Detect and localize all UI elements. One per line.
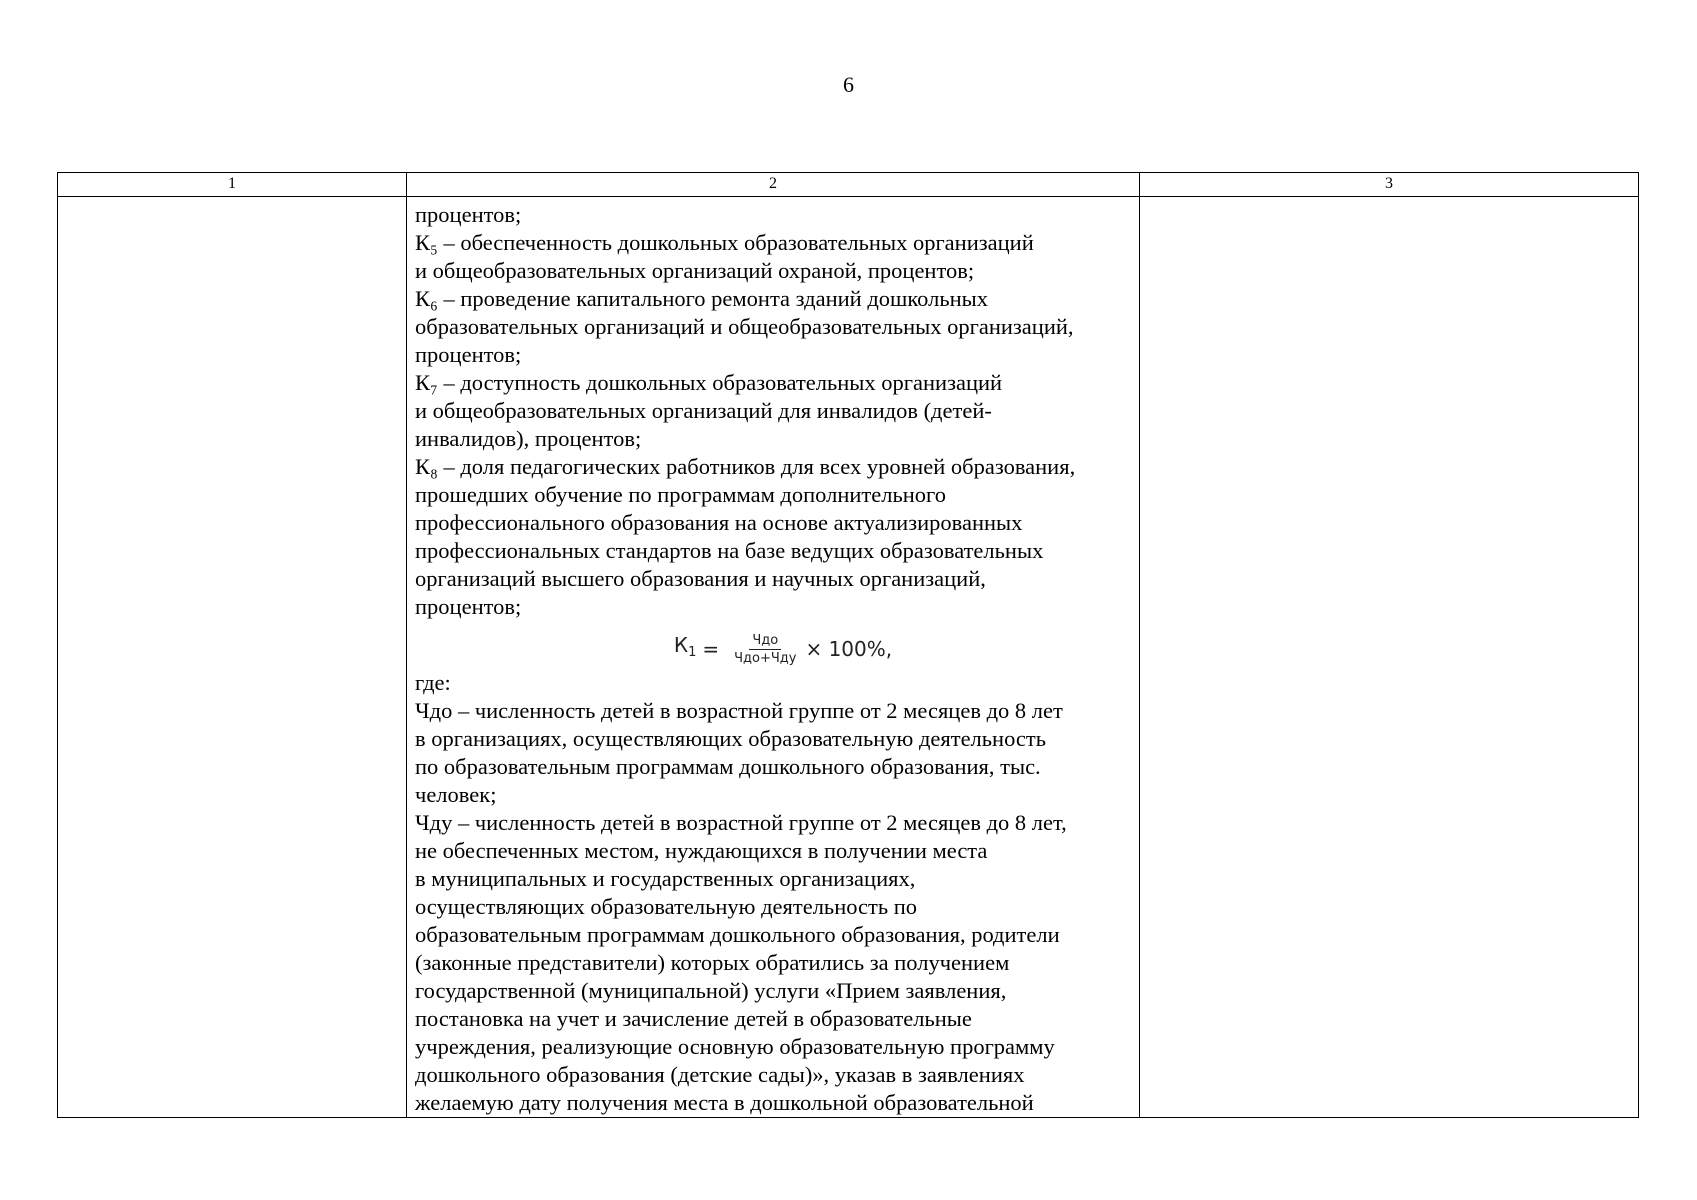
formula-row xyxy=(415,621,1131,669)
text-line: образовательным программам дошкольного образования, родители xyxy=(415,922,1060,947)
text-block-bottom xyxy=(415,669,1131,1117)
text-line: К₆ – проведение капитального ремонта зданий дошкольных xyxy=(415,286,988,311)
text-line: профессионального образования на основе актуализированных xyxy=(415,510,1023,535)
text-line: желаемую дату получения места в дошкольной образовательной xyxy=(415,1090,1034,1115)
formula-k1 xyxy=(674,621,892,677)
text-line: где: xyxy=(415,670,451,695)
text-line: процентов; xyxy=(415,594,522,619)
text-line: (законные представители) которых обратились за получением xyxy=(415,950,1010,975)
text-line: К₇ – доступность дошкольных образовательных организаций xyxy=(415,370,1003,395)
text-line: государственной (муниципальной) услуги «Прием заявления, xyxy=(415,978,1007,1003)
formula-lhs-subscript: 1 xyxy=(688,645,697,660)
table-header-row xyxy=(58,173,1639,197)
formula-lhs-symbol: К xyxy=(673,633,689,657)
indicator-description xyxy=(407,197,1139,1117)
formula-rhs: × 100%, xyxy=(805,637,893,661)
text-line: профессиональных стандартов на базе ведущих образовательных xyxy=(415,538,1044,563)
text-line: постановка на учет и зачисление детей в образовательные xyxy=(415,1006,972,1031)
text-line: учреждения, реализующие основную образовательную программу xyxy=(415,1034,1055,1059)
formula-numerator: Чдо xyxy=(749,632,781,650)
text-line: Чдо – численность детей в возрастной группе от 2 месяцев до 8 лет xyxy=(415,698,1063,723)
formula-fraction xyxy=(731,632,799,667)
text-line: процентов; xyxy=(415,202,522,227)
text-line: и общеобразовательных организаций для инвалидов (детей- xyxy=(415,398,992,423)
cell-column-2 xyxy=(407,197,1140,1118)
text-line: в организациях, осуществляющих образовательную деятельность xyxy=(415,726,1046,751)
table-row xyxy=(58,197,1639,1118)
text-line: прошедших обучение по программам дополнительного xyxy=(415,482,946,507)
text-line: К₅ – обеспеченность дошкольных образовательных организаций xyxy=(415,230,1034,255)
text-line: в муниципальных и государственных организациях, xyxy=(415,866,916,891)
text-line: дошкольного образования (детские сады)», указав в заявлениях xyxy=(415,1062,1025,1087)
document-table xyxy=(57,172,1639,1118)
text-block-top xyxy=(415,201,1131,621)
text-line: инвалидов), процентов; xyxy=(415,426,642,451)
text-line: по образовательным программам дошкольного образования, тыс. xyxy=(415,754,1041,779)
formula-denominator: Чдо+Чду xyxy=(734,650,797,666)
text-line: и общеобразовательных организаций охраной, процентов; xyxy=(415,258,975,283)
text-line: образовательных организаций и общеобразовательных организаций, xyxy=(415,314,1074,339)
formula-lhs xyxy=(674,621,696,677)
text-line: Чду – численность детей в возрастной группе от 2 месяцев до 8 лет, xyxy=(415,810,1067,835)
text-line: не обеспеченных местом, нуждающихся в получении места xyxy=(415,838,988,863)
cell-column-3 xyxy=(1140,197,1639,1118)
text-line: человек; xyxy=(415,782,497,807)
text-line: К₈ – доля педагогических работников для всех уровней образования, xyxy=(415,454,1076,479)
column-header-2: 2 xyxy=(407,173,1140,197)
text-line: процентов; xyxy=(415,342,522,367)
cell-column-1 xyxy=(58,197,407,1118)
column-header-1: 1 xyxy=(58,173,407,197)
page-number: 6 xyxy=(843,72,854,97)
text-line: организаций высшего образования и научных организаций, xyxy=(415,566,986,591)
column-header-3: 3 xyxy=(1140,173,1639,197)
text-line: осуществляющих образовательную деятельность по xyxy=(415,894,918,919)
formula-equals: = xyxy=(702,637,720,661)
